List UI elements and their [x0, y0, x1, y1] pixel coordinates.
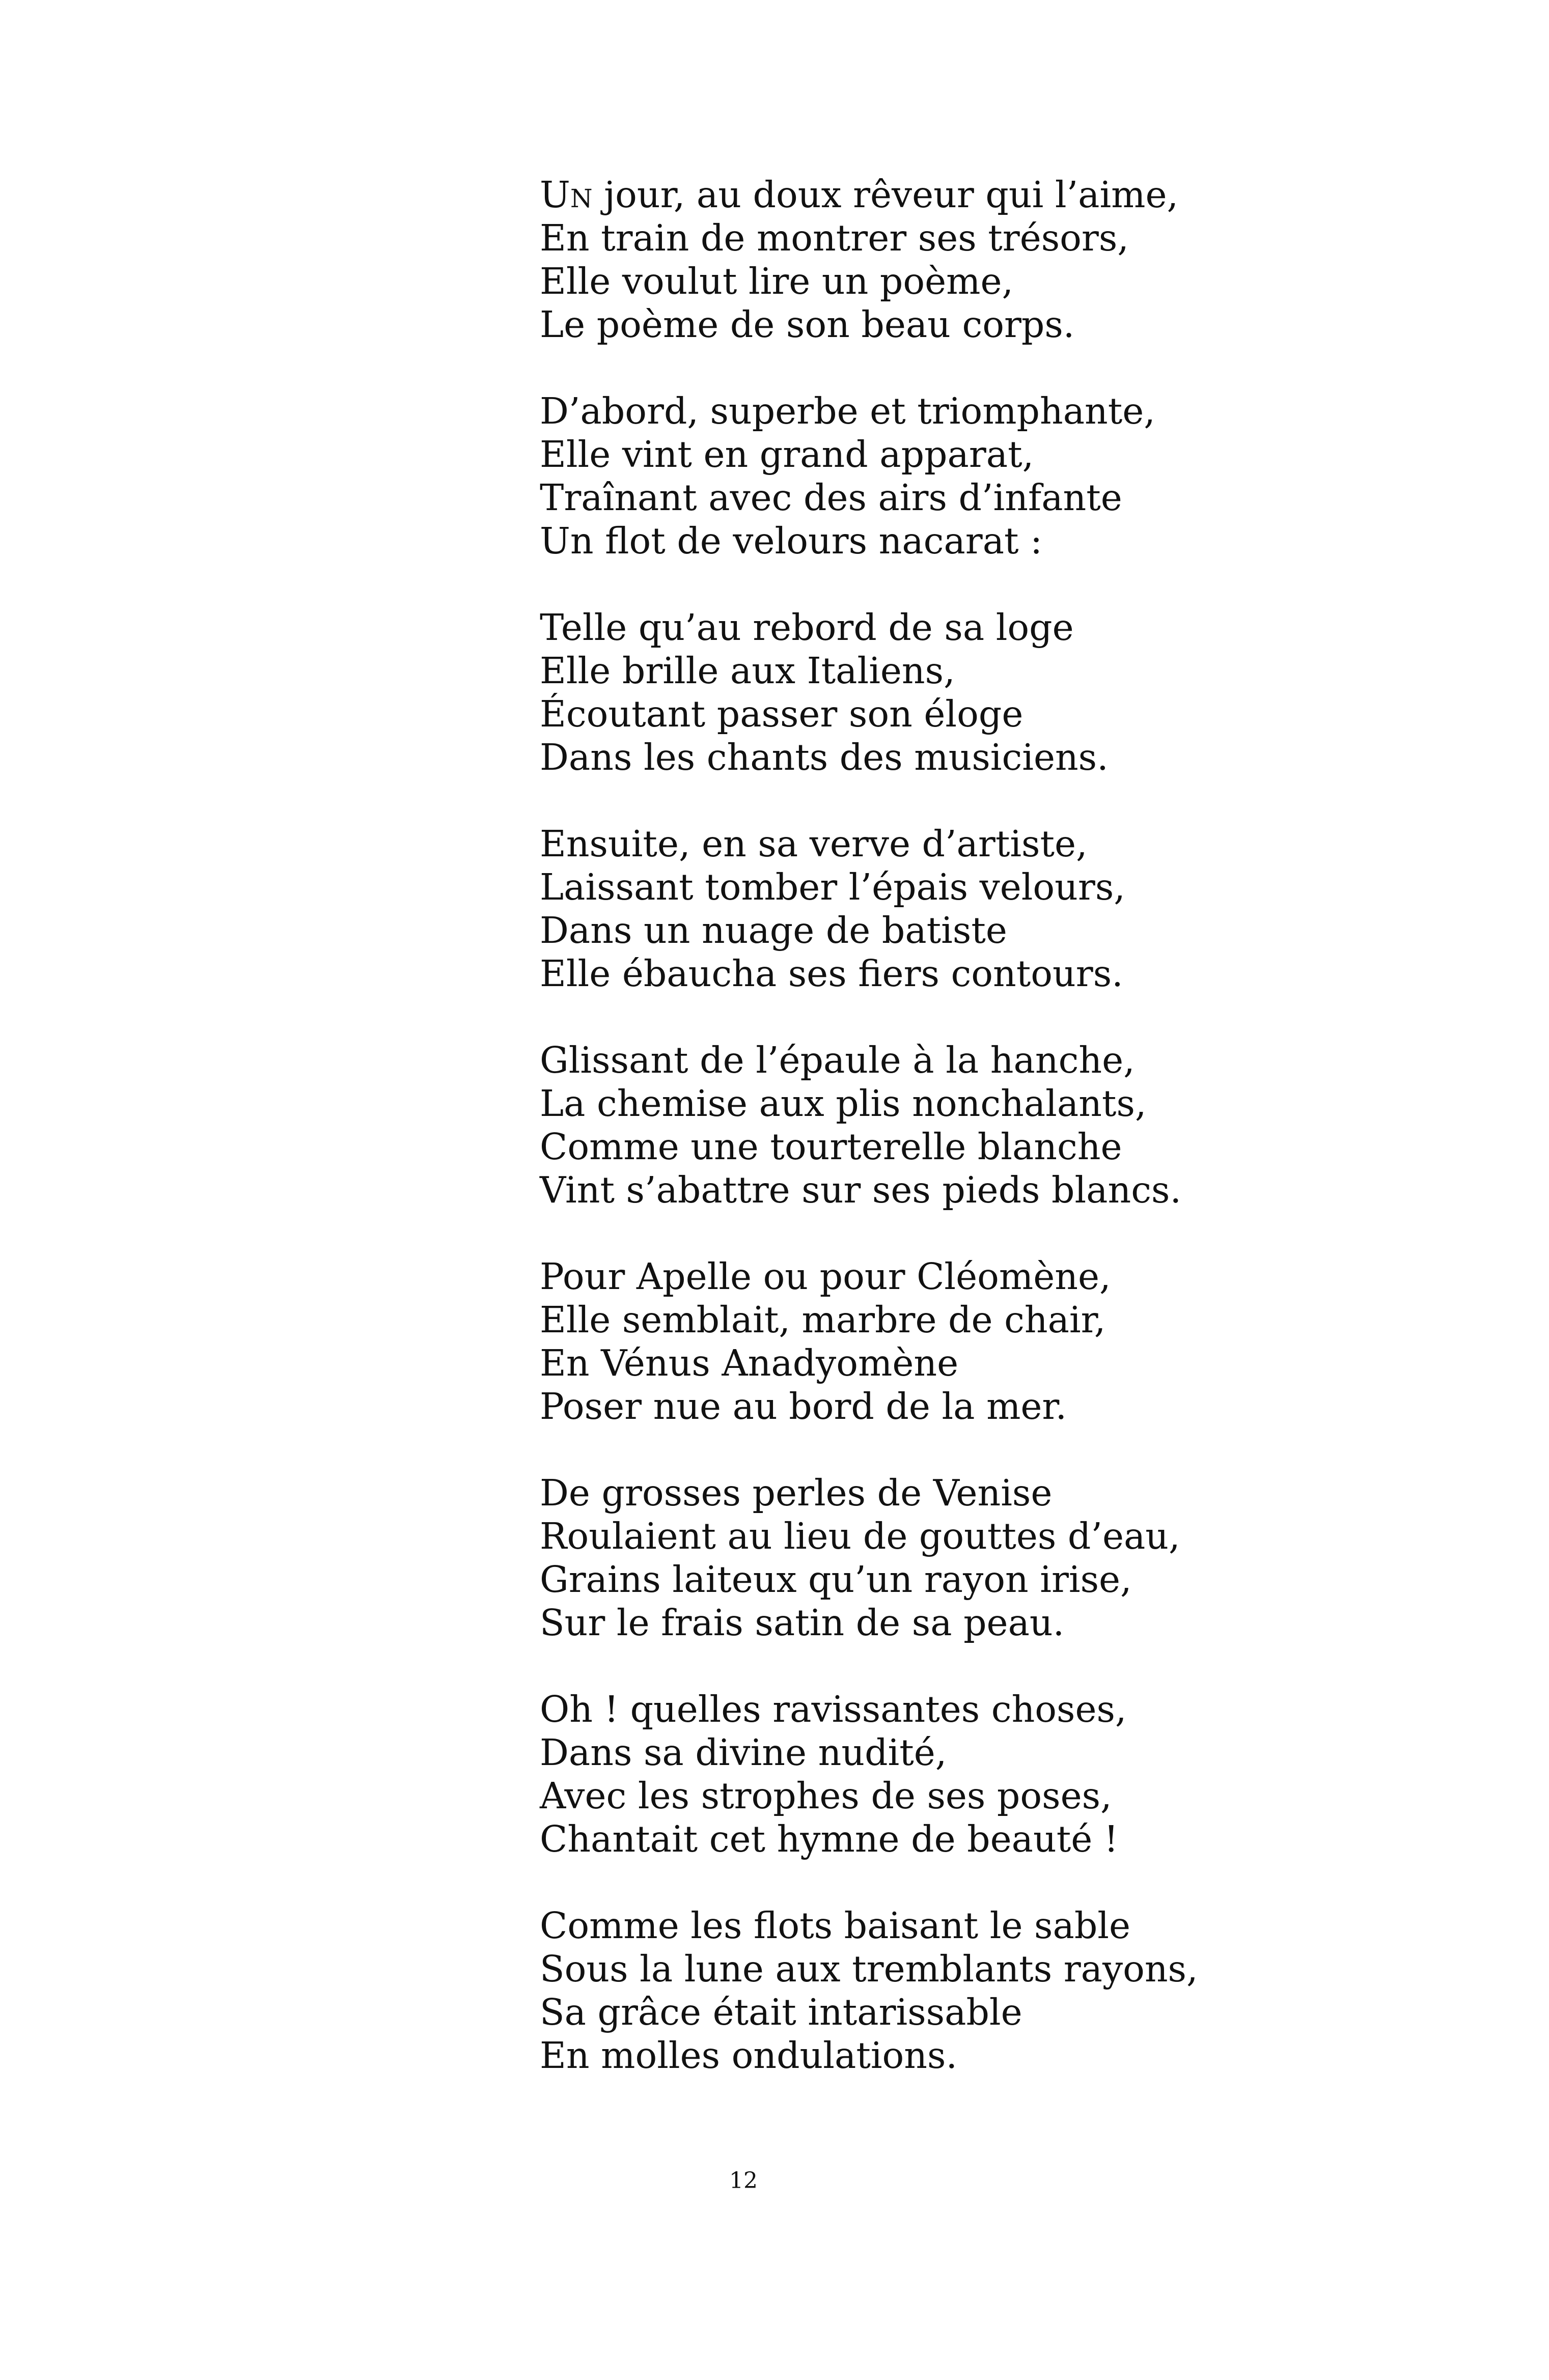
stanza [540, 1688, 1507, 1861]
poem-line: Vint s’abattre sur ses pieds blancs. [540, 1169, 1182, 1211]
stanza [540, 1039, 1507, 1212]
first-word-small-caps: Un [540, 174, 593, 216]
poem-line: Chantait cet hymne de beauté ! [540, 1818, 1119, 1860]
poem-line: Laissant tomber l’épais velours, [540, 866, 1125, 908]
poem-line: Comme une tourterelle blanche [540, 1126, 1122, 1168]
poem-line: En Vénus Anadyomène [540, 1342, 959, 1384]
poem-line: Oh ! quelles ravissantes choses, [540, 1688, 1127, 1730]
poem-line: Poser nue au bord de la mer. [540, 1385, 1067, 1427]
poem-line: Avec les strophes de ses poses, [540, 1775, 1112, 1817]
poem-line: Un flot de velours nacarat : [540, 520, 1043, 562]
poem-line: Le poème de son beau corps. [540, 303, 1075, 346]
poem-line: Comme les flots baisant le sable [540, 1905, 1130, 1947]
poem-line: Elle vint en grand apparat, [540, 433, 1034, 475]
poem-line: Elle ébaucha ses fiers contours. [540, 953, 1123, 995]
page-number: 12 [729, 2168, 758, 2194]
poem-line: Elle voulut lire un poème, [540, 260, 1014, 302]
stanza [540, 1471, 1507, 1644]
poem-line: Elle brille aux Italiens, [540, 650, 955, 692]
poem-line: Grains laiteux qu’un rayon irise, [540, 1558, 1132, 1601]
poem-line: Ensuite, en sa verve d’artiste, [540, 823, 1088, 865]
poem-line: Dans les chants des musiciens. [540, 736, 1109, 778]
poem-line: D’abord, superbe et triomphante, [540, 390, 1155, 432]
poem-line: Sa grâce était intarissable [540, 1991, 1022, 2033]
poem-line: De grosses perles de Venise [540, 1472, 1053, 1514]
poem-line: Glissant de l’épaule à la hanche, [540, 1039, 1135, 1081]
poem-line: Pour Apelle ou pour Cléomène, [540, 1255, 1111, 1298]
stanza [540, 173, 1507, 346]
stanza [540, 822, 1507, 995]
poem-line [540, 173, 1507, 216]
poem-line: Traînant avec des airs d’infante [540, 477, 1122, 519]
poem-line: En train de montrer ses trésors, [540, 217, 1129, 259]
poem-body [540, 173, 1507, 2120]
poem-line: En molles ondulations. [540, 2034, 958, 2077]
stanza [540, 606, 1507, 779]
poem-line: Dans un nuage de batiste [540, 909, 1007, 951]
poem-line: Sur le frais satin de sa peau. [540, 1602, 1065, 1644]
stanza [540, 1255, 1507, 1428]
poem-line: Dans sa divine nudité, [540, 1731, 947, 1774]
poem-line: Sous la lune aux tremblants rayons, [540, 1948, 1198, 1990]
poem-line: La chemise aux plis nonchalants, [540, 1082, 1147, 1125]
first-line-rest: jour, au doux rêveur qui l’aime, [592, 174, 1179, 216]
poem-line: Telle qu’au rebord de sa loge [540, 606, 1074, 649]
poem-line: Écoutant passer son éloge [540, 693, 1024, 735]
stanza [540, 389, 1507, 563]
poem-line: Elle semblait, marbre de chair, [540, 1299, 1106, 1341]
poem-line: Roulaient au lieu de gouttes d’eau, [540, 1515, 1180, 1557]
stanza [540, 1904, 1507, 2077]
